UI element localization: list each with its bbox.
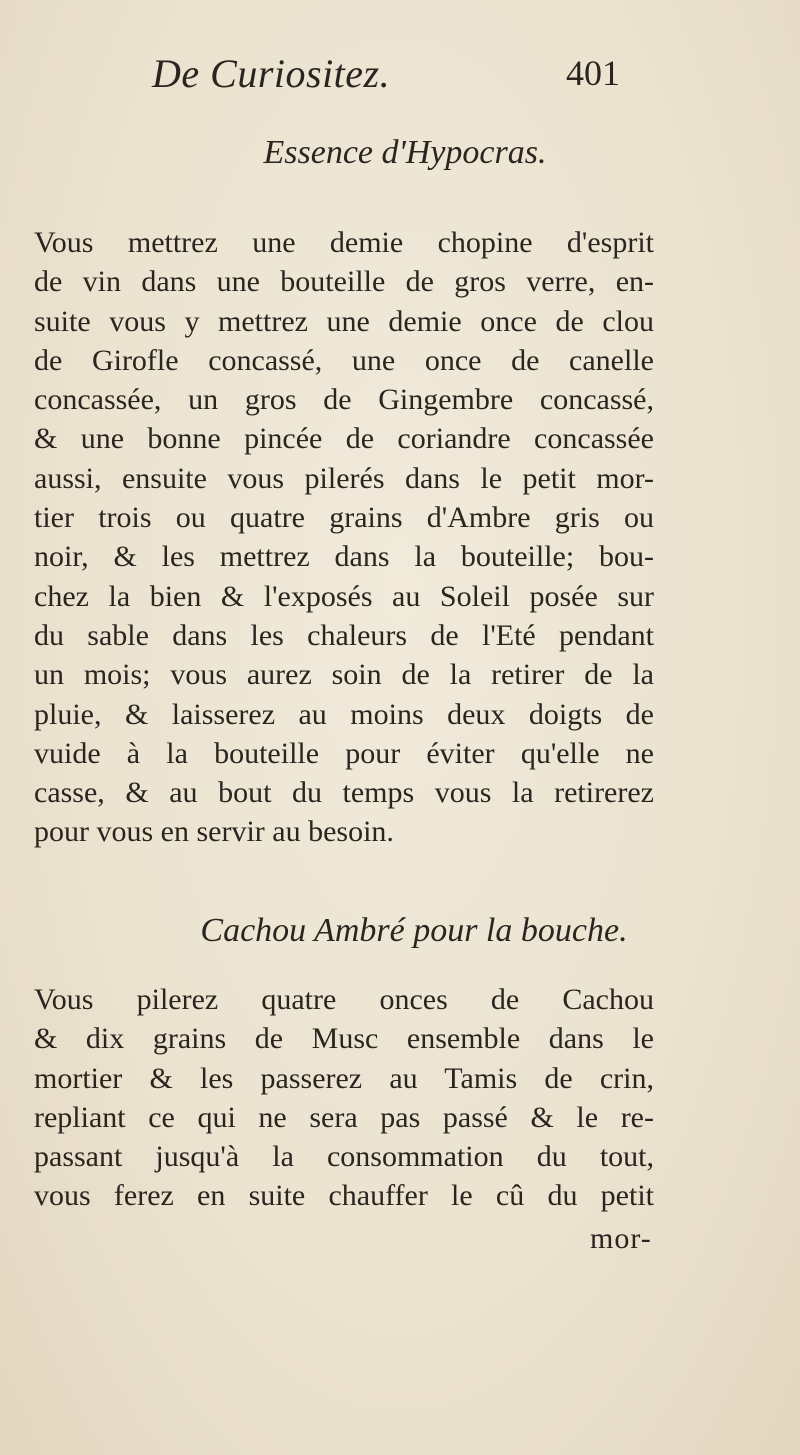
text-line: pour vous en servir au besoin. — [34, 815, 394, 849]
text-line: un mois; vous aurez soin de la retirer de la — [34, 658, 654, 692]
running-title: De Curiositez. — [152, 51, 391, 96]
text-line: du sable dans les chaleurs de l'Eté pendant — [34, 618, 654, 652]
text-line: casse, & au bout du temps vous la retirerez — [34, 776, 654, 810]
text-line: Vous mettrez une demie chopine d'esprit — [34, 226, 654, 259]
text-line: tier trois ou quatre grains d'Ambre gris ou — [34, 501, 654, 535]
text-line: concassée, un gros de Gingembre concassé, — [34, 383, 654, 417]
page-number: 401 — [566, 53, 620, 93]
paragraph-essence-hypocras — [34, 223, 654, 852]
section-title-essence-hypocras: Essence d'Hypocras. — [263, 134, 547, 171]
text-line: pluie, & laisserez au moins deux doigts de — [34, 697, 654, 731]
text-line: suite vous y mettrez une demie once de clou — [34, 304, 654, 338]
text-line: chez la bien & l'exposés au Soleil posée sur — [34, 579, 654, 613]
running-head — [0, 50, 800, 98]
text-line: Vous pilerez quatre onces de Cachou — [34, 983, 654, 1016]
text-line: de Girofle concassé, une once de canelle — [34, 343, 654, 377]
text-line: vous ferez en suite chauffer le cû du petit — [34, 1179, 654, 1213]
text-line: de vin dans une bouteille de gros verre, en- — [34, 265, 654, 299]
text-line: repliant ce qui ne sera pas passé & le re- — [34, 1100, 654, 1134]
text-line: mortier & les passerez au Tamis de crin, — [34, 1061, 654, 1095]
paragraph-cachou-ambre — [34, 980, 654, 1216]
text-line: vuide à la bouteille pour éviter qu'elle ne — [34, 736, 654, 770]
text-line: & une bonne pincée de coriandre concassée — [34, 422, 654, 456]
text-line: aussi, ensuite vous pilerés dans le petit mor- — [34, 461, 654, 495]
text-line: passant jusqu'à la consommation du tout, — [34, 1140, 654, 1174]
text-line: & dix grains de Musc ensemble dans le — [34, 1022, 654, 1056]
section-title-cachou-ambre: Cachou Ambré pour la bouche. — [200, 912, 628, 949]
text-line: noir, & les mettrez dans la bouteille; bou- — [34, 540, 654, 574]
catchword: mor- — [590, 1222, 652, 1255]
